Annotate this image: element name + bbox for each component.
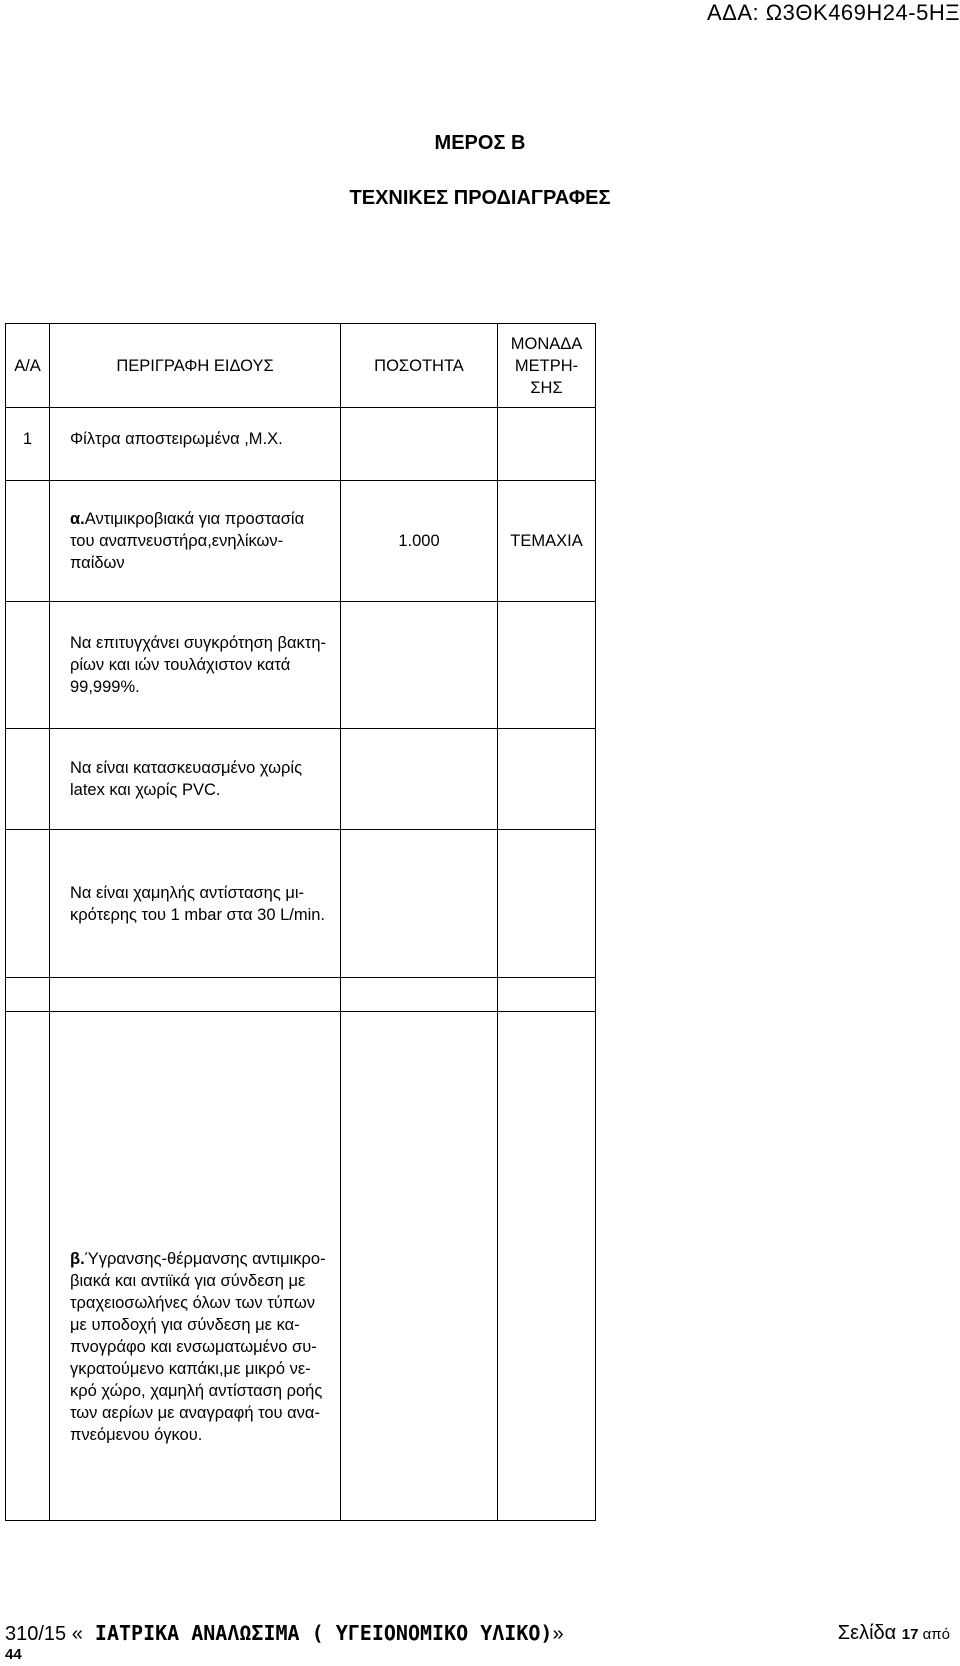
spec-title: ΤΕΧΝΙΚΕΣ ΠΡΟΔΙΑΓΡΑΦΕΣ	[349, 187, 611, 209]
empty-cell	[6, 978, 50, 1012]
item-b-prefix: β.	[70, 1249, 85, 1268]
ada-code: ΑΔΑ: Ω3ΘΚ469Η24-5ΗΞ	[706, 0, 960, 25]
table-row	[6, 408, 596, 481]
item-b-line: κρό χώρο, χαμηλή αντίσταση ροής	[70, 1381, 323, 1400]
item-b-line-text: Ύγρανσης-θέρμανσης αντιμικρο-	[84, 1249, 326, 1268]
empty-cell	[6, 481, 50, 602]
spec-table	[5, 323, 596, 1521]
header-unit-line: ΜΕΤΡΗ-	[514, 356, 579, 375]
spec-3-line: Να είναι χαμηλής αντίστασης μι-	[70, 883, 305, 902]
item-number	[6, 408, 50, 481]
spec-1-line: 99,999%.	[70, 678, 140, 696]
item-a-quantity: 1.000	[341, 481, 498, 602]
header-unit-line: ΣΗΣ	[530, 378, 563, 397]
spec-3	[50, 830, 341, 978]
spec-1-line: ρίων και ιών τουλάχιστον κατά	[70, 656, 291, 674]
table-row	[6, 978, 596, 1012]
item-b-line: τραχειοσωλήνες όλων των τύπων	[70, 1293, 316, 1312]
header-unit	[498, 324, 596, 408]
item-a-prefix: α.	[70, 510, 85, 528]
empty-cell	[341, 602, 498, 729]
item-b-description	[50, 1012, 341, 1521]
empty-cell	[498, 602, 596, 729]
item-description	[50, 408, 341, 481]
empty-cell	[498, 830, 596, 978]
item-b-line	[70, 1248, 332, 1270]
empty-cell	[498, 408, 596, 481]
spec-1	[50, 602, 341, 729]
item-a-line-text: Αντιμικροβιακά για προστασία	[84, 510, 305, 528]
footer-ref: 310/15	[5, 1623, 67, 1645]
footer-total-pages: 44	[5, 1646, 22, 1663]
spec-3-line: κρότερης του 1 mbar στα 30 L/min.	[70, 905, 326, 924]
item-description-text: Φίλτρα αποστειρωμένα ,Μ.Χ.	[70, 430, 283, 448]
table-row	[6, 729, 596, 830]
item-b-line: πνογράφο και ενσωματωμένο συ-	[70, 1337, 317, 1356]
footer-page-label: Σελίδα	[837, 1622, 902, 1644]
footer-close-quote: »	[552, 1623, 564, 1645]
item-b-line: με υποδοχή για σύνδεση με κα-	[70, 1315, 300, 1334]
item-a-line: παίδων	[70, 554, 125, 572]
empty-cell	[498, 729, 596, 830]
empty-cell	[6, 1012, 50, 1521]
footer-page-number: 17	[901, 1626, 919, 1643]
part-title: ΜΕΡΟΣ Β	[434, 132, 526, 154]
header-quantity: ΠΟΣΟΤΗΤΑ	[341, 324, 498, 408]
empty-cell	[6, 602, 50, 729]
spec-2	[50, 729, 341, 830]
item-b-line: γκρατούμενο καπάκι,με μικρό νε-	[70, 1359, 311, 1378]
table-header-row	[6, 324, 596, 408]
item-b-line: βιακά και αντιϊκά για σύνδεση με	[70, 1271, 306, 1290]
empty-cell	[341, 1012, 498, 1521]
item-number-text: 1	[22, 430, 33, 448]
footer-left	[5, 1622, 564, 1645]
empty-cell	[498, 978, 596, 1012]
empty-cell	[498, 1012, 596, 1521]
header-unit-line: ΜΟΝΑΔΑ	[510, 334, 583, 353]
table-row	[6, 602, 596, 729]
empty-cell	[50, 978, 341, 1012]
empty-cell	[341, 729, 498, 830]
header-aa: Α/Α	[6, 324, 50, 408]
item-b-line: των αερίων με αναγραφή του ανα-	[70, 1403, 320, 1422]
table-row	[6, 830, 596, 978]
item-a-line	[70, 508, 332, 530]
table-row	[6, 1012, 596, 1521]
footer-open-quote: «	[66, 1623, 83, 1645]
spec-2-line: Να είναι κατασκευασμένο χωρίς	[70, 759, 303, 777]
item-a-description	[50, 481, 341, 602]
empty-cell	[341, 978, 498, 1012]
empty-cell	[341, 830, 498, 978]
item-a-unit: ΤΕΜΑΧΙΑ	[498, 481, 596, 602]
footer-page-info	[838, 1622, 950, 1646]
spec-1-line: Να επιτυγχάνει συγκρότηση βακτη-	[70, 634, 326, 652]
empty-cell	[6, 830, 50, 978]
empty-cell	[6, 729, 50, 830]
spec-2-line: latex και χωρίς PVC.	[70, 781, 221, 799]
header-description: ΠΕΡΙΓΡΑΦΗ ΕΙΔΟΥΣ	[50, 324, 341, 408]
empty-cell	[341, 408, 498, 481]
footer-of: από	[918, 1626, 950, 1643]
item-b-line: πνεόμενου όγκου.	[70, 1425, 203, 1444]
item-a-line: του αναπνευστήρα,ενηλίκων-	[70, 532, 284, 550]
table-row	[6, 481, 596, 602]
footer-title: ΙΑΤΡΙΚΑ ΑΝΑΛΩΣΙΜΑ ( ΥΓΕΙΟΝΟΜΙΚΟ ΥΛΙΚΟ)	[82, 1621, 553, 1645]
